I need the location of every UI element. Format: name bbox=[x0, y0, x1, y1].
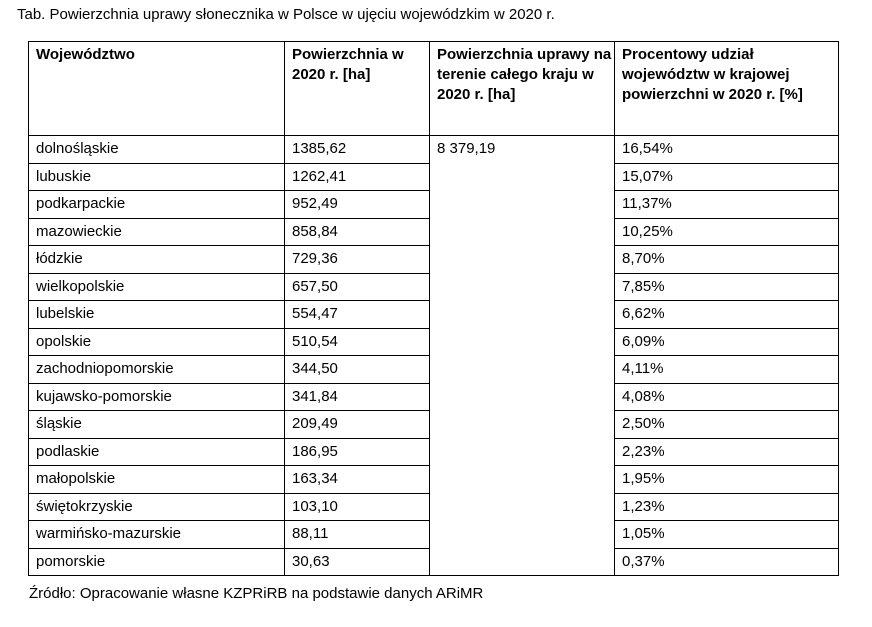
cell-region: lubelskie bbox=[29, 301, 285, 329]
cell-region: kujawsko-pomorskie bbox=[29, 383, 285, 411]
cell-share: 8,70% bbox=[615, 246, 839, 274]
cell-area: 344,50 bbox=[285, 356, 430, 384]
header-region: Województwo bbox=[29, 42, 285, 136]
cell-area: 729,36 bbox=[285, 246, 430, 274]
cell-region: zachodniopomorskie bbox=[29, 356, 285, 384]
cell-share: 11,37% bbox=[615, 191, 839, 219]
cell-share: 2,23% bbox=[615, 438, 839, 466]
cell-region: dolnośląskie bbox=[29, 136, 285, 164]
cell-region: lubuskie bbox=[29, 163, 285, 191]
source-note: Źródło: Opracowanie własne KZPRiRB na podstawie danych ARiMR bbox=[29, 585, 484, 602]
cell-area: 858,84 bbox=[285, 218, 430, 246]
cell-area: 1262,41 bbox=[285, 163, 430, 191]
cell-region: śląskie bbox=[29, 411, 285, 439]
cell-region: podlaskie bbox=[29, 438, 285, 466]
cell-share: 6,62% bbox=[615, 301, 839, 329]
cell-area: 554,47 bbox=[285, 301, 430, 329]
cell-area: 952,49 bbox=[285, 191, 430, 219]
cell-share: 6,09% bbox=[615, 328, 839, 356]
cell-region: małopolskie bbox=[29, 466, 285, 494]
cell-area: 30,63 bbox=[285, 548, 430, 576]
cell-area: 510,54 bbox=[285, 328, 430, 356]
cell-region: podkarpackie bbox=[29, 191, 285, 219]
cell-share: 15,07% bbox=[615, 163, 839, 191]
cell-region: opolskie bbox=[29, 328, 285, 356]
cell-region: pomorskie bbox=[29, 548, 285, 576]
cell-region: warmińsko-mazurskie bbox=[29, 521, 285, 549]
cell-total-area: 8 379,19 bbox=[430, 136, 615, 576]
cell-region: świętokrzyskie bbox=[29, 493, 285, 521]
header-total-area: Powierzchnia uprawy na terenie całego kraju w 2020 r. [ha] bbox=[430, 42, 615, 136]
header-share: Procentowy udział województw w krajowej powierzchni w 2020 r. [%] bbox=[615, 42, 839, 136]
cell-share: 1,23% bbox=[615, 493, 839, 521]
cell-share: 16,54% bbox=[615, 136, 839, 164]
cell-area: 1385,62 bbox=[285, 136, 430, 164]
header-area: Powierzchnia w 2020 r. [ha] bbox=[285, 42, 430, 136]
cell-region: mazowieckie bbox=[29, 218, 285, 246]
cell-area: 103,10 bbox=[285, 493, 430, 521]
cell-region: łódzkie bbox=[29, 246, 285, 274]
cell-area: 88,11 bbox=[285, 521, 430, 549]
cell-share: 2,50% bbox=[615, 411, 839, 439]
cell-area: 163,34 bbox=[285, 466, 430, 494]
cell-area: 657,50 bbox=[285, 273, 430, 301]
table-caption: Tab. Powierzchnia uprawy słonecznika w Polsce w ujęciu wojewódzkim w 2020 r. bbox=[17, 6, 555, 23]
cell-share: 4,08% bbox=[615, 383, 839, 411]
cell-share: 10,25% bbox=[615, 218, 839, 246]
table-row bbox=[29, 136, 839, 164]
cell-area: 186,95 bbox=[285, 438, 430, 466]
cell-share: 0,37% bbox=[615, 548, 839, 576]
cell-area: 341,84 bbox=[285, 383, 430, 411]
cell-share: 1,05% bbox=[615, 521, 839, 549]
cell-region: wielkopolskie bbox=[29, 273, 285, 301]
table-header-row bbox=[29, 42, 839, 136]
cell-share: 7,85% bbox=[615, 273, 839, 301]
cell-area: 209,49 bbox=[285, 411, 430, 439]
cell-share: 1,95% bbox=[615, 466, 839, 494]
cell-share: 4,11% bbox=[615, 356, 839, 384]
sunflower-area-table bbox=[28, 41, 839, 576]
table-body bbox=[29, 136, 839, 576]
